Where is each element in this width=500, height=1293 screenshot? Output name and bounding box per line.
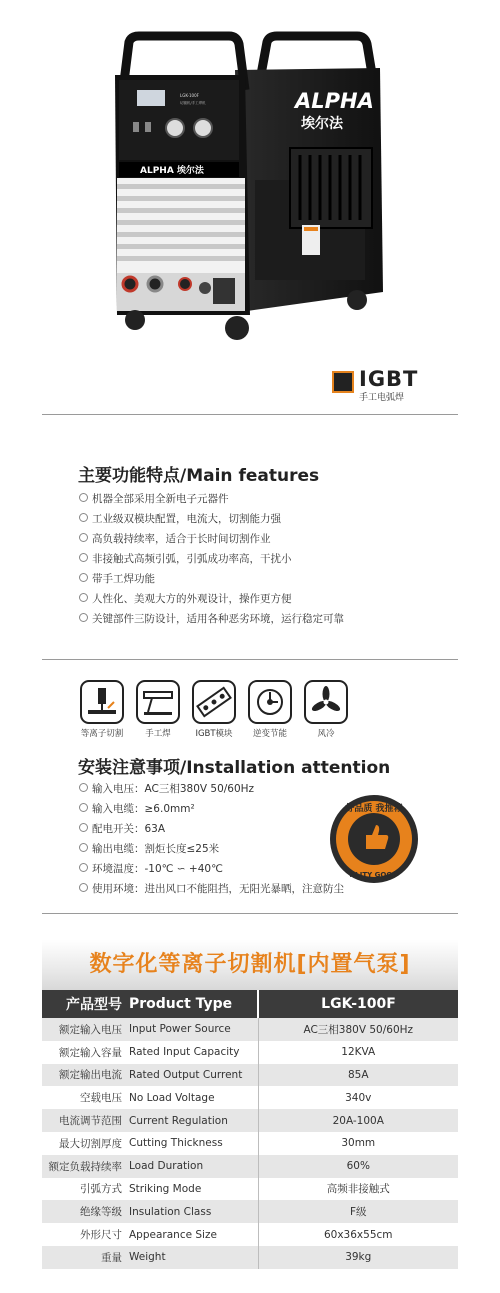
table-row (42, 1223, 458, 1246)
header-cn: 产品型号 (42, 990, 126, 1018)
feature-icons (80, 680, 380, 740)
row-en: Current Regulation (126, 1109, 258, 1132)
row-value: 12KVA (258, 1041, 458, 1064)
table-row (42, 1018, 458, 1041)
installation-item: 环境温度：-10℃ ∽ +40℃ (79, 859, 344, 879)
bullet-icon (79, 533, 88, 542)
installation-item: 输入电压：AC三相380V 50/60Hz (79, 779, 344, 799)
row-en: Weight (126, 1246, 258, 1269)
stamp-top-text: 好品质 我推荐 (345, 804, 403, 814)
product-image (95, 30, 395, 345)
feature-item: 高负载持续率，适合于长时间切割作业 (79, 529, 344, 549)
bullet-icon (79, 573, 88, 582)
table-row (42, 1200, 458, 1223)
row-cn: 额定输出电流 (42, 1064, 126, 1087)
installation-item: 配电开关：63A (79, 819, 344, 839)
row-value: 20A-100A (258, 1109, 458, 1132)
row-en: Cutting Thickness (126, 1132, 258, 1155)
icon-label: 逆变节能 (252, 729, 287, 739)
igbt-logo-title: IGBT (359, 367, 419, 391)
brand-cn-side: 埃尔法 (301, 116, 343, 132)
divider (42, 414, 458, 415)
bullet-icon (79, 493, 88, 502)
bullet-icon (79, 883, 88, 892)
row-value: 高频非接触式 (258, 1178, 458, 1201)
stamp-bottom-text: ALITY GOOD (349, 871, 399, 879)
header-en: Product Type (126, 990, 258, 1018)
plasma-cutting-icon (80, 680, 124, 724)
installation-list (79, 779, 344, 899)
quality-stamp-icon (328, 793, 420, 885)
bullet-icon (79, 613, 88, 622)
feature-item: 关键部件三防设计，适用各种恶劣环境，运行稳定可靠 (79, 609, 344, 629)
bullet-icon (79, 593, 88, 602)
bullet-icon (79, 553, 88, 562)
features-list (79, 489, 344, 629)
row-en: No Load Voltage (126, 1086, 258, 1109)
igbt-logo (332, 367, 432, 403)
table-row (42, 1246, 458, 1269)
bullet-icon (79, 513, 88, 522)
row-cn: 最大切割厚度 (42, 1132, 126, 1155)
divider (42, 913, 458, 914)
row-value: 60x36x55cm (258, 1223, 458, 1246)
row-value: F级 (258, 1200, 458, 1223)
fan-cooling-icon (304, 680, 348, 724)
bullet-icon (79, 783, 88, 792)
row-value: 340v (258, 1086, 458, 1109)
divider (42, 659, 458, 660)
installation-item: 输出电缆：割炬长度≤25米 (79, 839, 344, 859)
row-en: Striking Mode (126, 1178, 258, 1201)
icon-label: 风冷 (317, 729, 335, 739)
installation-item: 使用环境：进出风口不能阻挡，无阳光暴晒，注意防尘 (79, 879, 344, 899)
table-row (42, 1132, 458, 1155)
feature-item: 带手工焊功能 (79, 569, 344, 589)
header-value: LGK-100F (258, 990, 458, 1018)
igbt-module-icon (192, 680, 236, 724)
row-cn: 额定输入电压 (42, 1018, 126, 1041)
row-en: Load Duration (126, 1155, 258, 1178)
igbt-logo-subtitle: 手工电弧焊 (359, 393, 405, 403)
table-row (42, 1178, 458, 1201)
row-value: 85A (258, 1064, 458, 1087)
row-cn: 额定输入容量 (42, 1041, 126, 1064)
panel-text: 切割机/手工焊机 (180, 101, 206, 105)
features-title: 主要功能特点/Main features (78, 466, 320, 486)
row-value: 30mm (258, 1132, 458, 1155)
bullet-icon (79, 803, 88, 812)
icon-label: IGBT模块 (195, 729, 233, 739)
bullet-icon (79, 823, 88, 832)
row-value: AC三相380V 50/60Hz (258, 1018, 458, 1041)
row-cn: 绝缘等级 (42, 1200, 126, 1223)
table-row (42, 1086, 458, 1109)
igbt-logo-icon (332, 371, 354, 393)
panel-brand: ALPHA 埃尔法 (140, 166, 204, 176)
row-cn: 电流调节范围 (42, 1109, 126, 1132)
icon-label: 等离子切割 (80, 729, 124, 739)
spec-title-band (42, 940, 458, 990)
row-value: 60% (258, 1155, 458, 1178)
inverter-energy-saving-icon (248, 680, 292, 724)
feature-item: 非接触式高频引弧，引弧成功率高，干扰小 (79, 549, 344, 569)
row-en: Rated Output Current (126, 1064, 258, 1087)
row-cn: 额定负载持续率 (42, 1155, 126, 1178)
table-row (42, 1155, 458, 1178)
icon-label: 手工焊 (145, 729, 171, 739)
row-cn: 外形尺寸 (42, 1223, 126, 1246)
row-en: Input Power Source (126, 1018, 258, 1041)
row-cn: 重量 (42, 1246, 126, 1269)
feature-item: 工业级双模块配置，电流大，切割能力强 (79, 509, 344, 529)
manual-welding-icon (136, 680, 180, 724)
table-row (42, 1109, 458, 1132)
bullet-icon (79, 863, 88, 872)
panel-model: LGK-100F (180, 93, 199, 98)
row-cn: 空载电压 (42, 1086, 126, 1109)
spec-table (42, 990, 458, 1269)
table-row (42, 1041, 458, 1064)
installation-title: 安装注意事项/Installation attention (78, 758, 391, 778)
row-en: Appearance Size (126, 1223, 258, 1246)
row-en: Rated Input Capacity (126, 1041, 258, 1064)
row-en: Insulation Class (126, 1200, 258, 1223)
row-cn: 引弧方式 (42, 1178, 126, 1201)
brand-logo-side: ALPHA (295, 89, 374, 113)
table-row (42, 1064, 458, 1087)
spec-header-row (42, 990, 458, 1018)
bullet-icon (79, 843, 88, 852)
feature-item: 机器全部采用全新电子元器件 (79, 489, 344, 509)
feature-item: 人性化、美观大方的外观设计，操作更方便 (79, 589, 344, 609)
installation-item: 输入电缆：≥6.0mm² (79, 799, 344, 819)
spec-title: 数字化等离子切割机[内置气泵] (89, 952, 411, 977)
row-value: 39kg (258, 1246, 458, 1269)
